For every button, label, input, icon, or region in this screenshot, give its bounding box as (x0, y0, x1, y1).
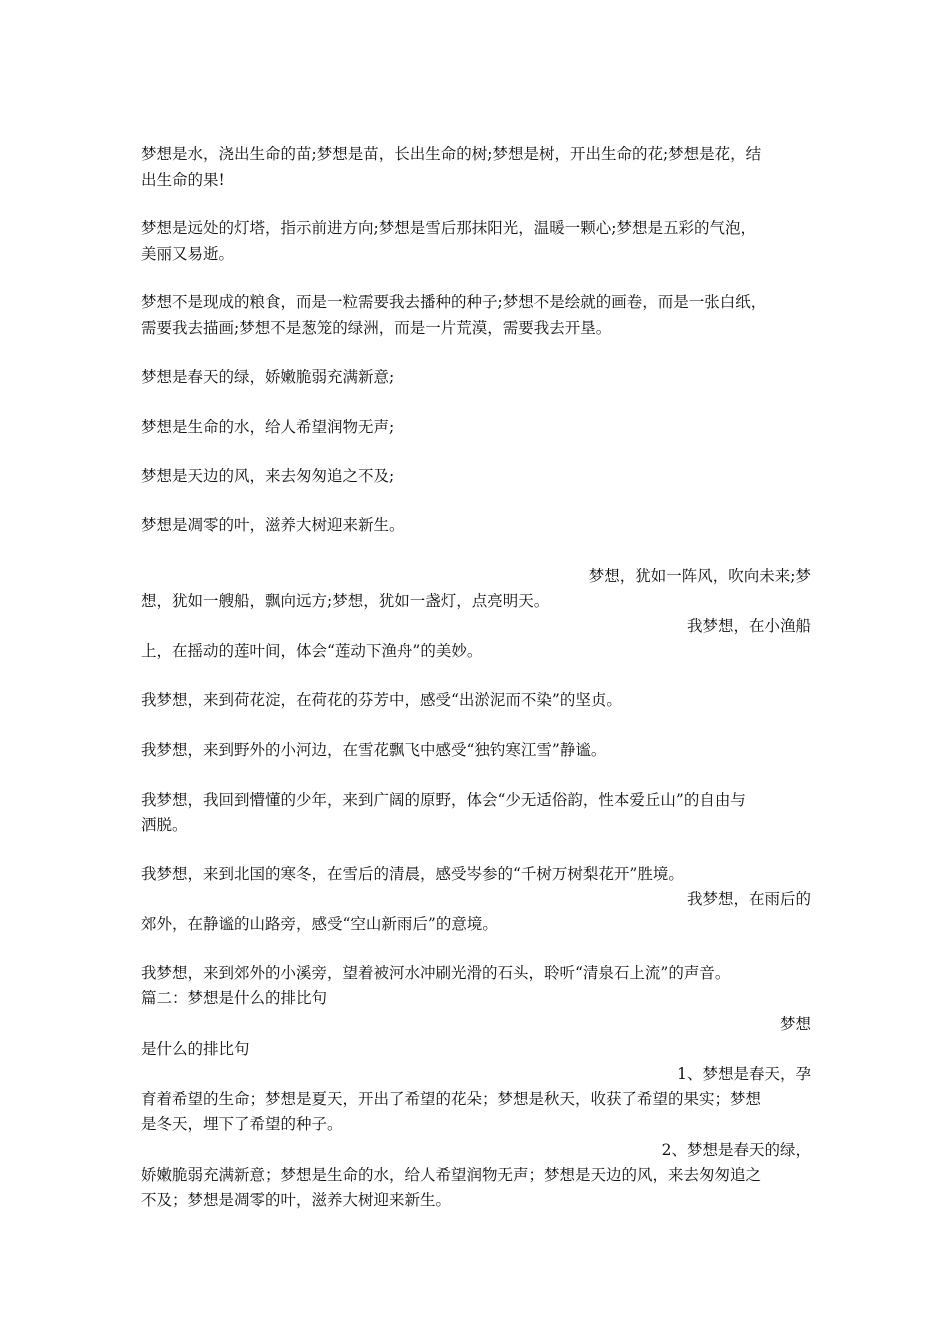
text-line: 2、梦想是春天的绿， (661, 1141, 811, 1159)
text-line: 出生命的果! (141, 171, 225, 189)
text-line: 我梦想，来到野外的小河边，在雪花飘飞中感受“独钓寒江雪”静谧。 (141, 741, 607, 759)
text-line: 洒脱。 (141, 816, 188, 834)
text-line: 需要我去描画;梦想不是葱笼的绿洲，而是一片荒漠，需要我去开垦。 (141, 319, 612, 337)
section-heading: 篇二：梦想是什么的排比句 (141, 989, 328, 1007)
text-line: 不及；梦想是凋零的叶，滋养大树迎来新生。 (141, 1191, 452, 1209)
text-line: 我梦想，在小渔船 (686, 617, 811, 635)
text-line: 梦想是凋零的叶，滋养大树迎来新生。 (141, 516, 405, 534)
text-line: 是什么的排比句 (141, 1040, 250, 1058)
text-line: 梦想 (779, 1015, 811, 1033)
text-line: 梦想是远处的灯塔，指示前进方向;梦想是雪后那抹阳光，温暖一颗心;梦想是五彩的气泡， (141, 219, 756, 237)
text-line: 娇嫩脆弱充满新意；梦想是生命的水，给人希望润物无声；梦想是天边的风，来去匆匆追之 (141, 1166, 762, 1184)
text-line: 是冬天，埋下了希望的种子。 (141, 1115, 343, 1133)
text-line: 我梦想，在雨后的 (686, 890, 811, 908)
text-line: 梦想，犹如一阵风，吹向未来;梦 (588, 567, 811, 585)
text-line: 我梦想，来到郊外的小溪旁，望着被河水冲刷光滑的石头，聆听“清泉石上流”的声音。 (141, 964, 731, 982)
text-line: 我梦想，来到荷花淀，在荷花的芬芳中，感受“出淤泥而不染”的坚贞。 (141, 691, 622, 709)
text-line: 梦想是春天的绿，娇嫩脆弱充满新意; (141, 368, 395, 386)
text-line: 我梦想，我回到懵懂的少年，来到广阔的原野，体会“少无适俗韵，性本爱丘山”的自由与 (141, 791, 746, 809)
text-line: 梦想是生命的水，给人希望润物无声; (141, 418, 395, 436)
text-line: 上，在摇动的莲叶间，体会“莲动下渔舟”的美妙。 (141, 642, 483, 660)
text-line: 我梦想，来到北国的寒冬，在雪后的清晨，感受岑参的“千树万树梨花开”胜境。 (141, 865, 684, 883)
text-line: 郊外，在静谧的山路旁，感受“空山新雨后”的意境。 (141, 915, 498, 933)
text-line: 梦想不是现成的粮食，而是一粒需要我去播种的种子;梦想不是绘就的画卷，而是一张白纸， (141, 293, 767, 311)
text-line: 美丽又易逝。 (141, 245, 235, 263)
text-line: 想，犹如一艘船，飘向远方;梦想，犹如一盏灯，点亮明天。 (141, 592, 550, 610)
text-line: 梦想是天边的风，来去匆匆追之不及; (141, 467, 395, 485)
text-line: 1、梦想是春天，孕 (677, 1065, 811, 1083)
text-line: 育着希望的生命；梦想是夏天，开出了希望的花朵；梦想是秋天，收获了希望的果实；梦想 (141, 1090, 762, 1108)
text-line: 梦想是水，浇出生命的苗;梦想是苗，长出生命的树;梦想是树，开出生命的花;梦想是花，结 (141, 145, 762, 163)
